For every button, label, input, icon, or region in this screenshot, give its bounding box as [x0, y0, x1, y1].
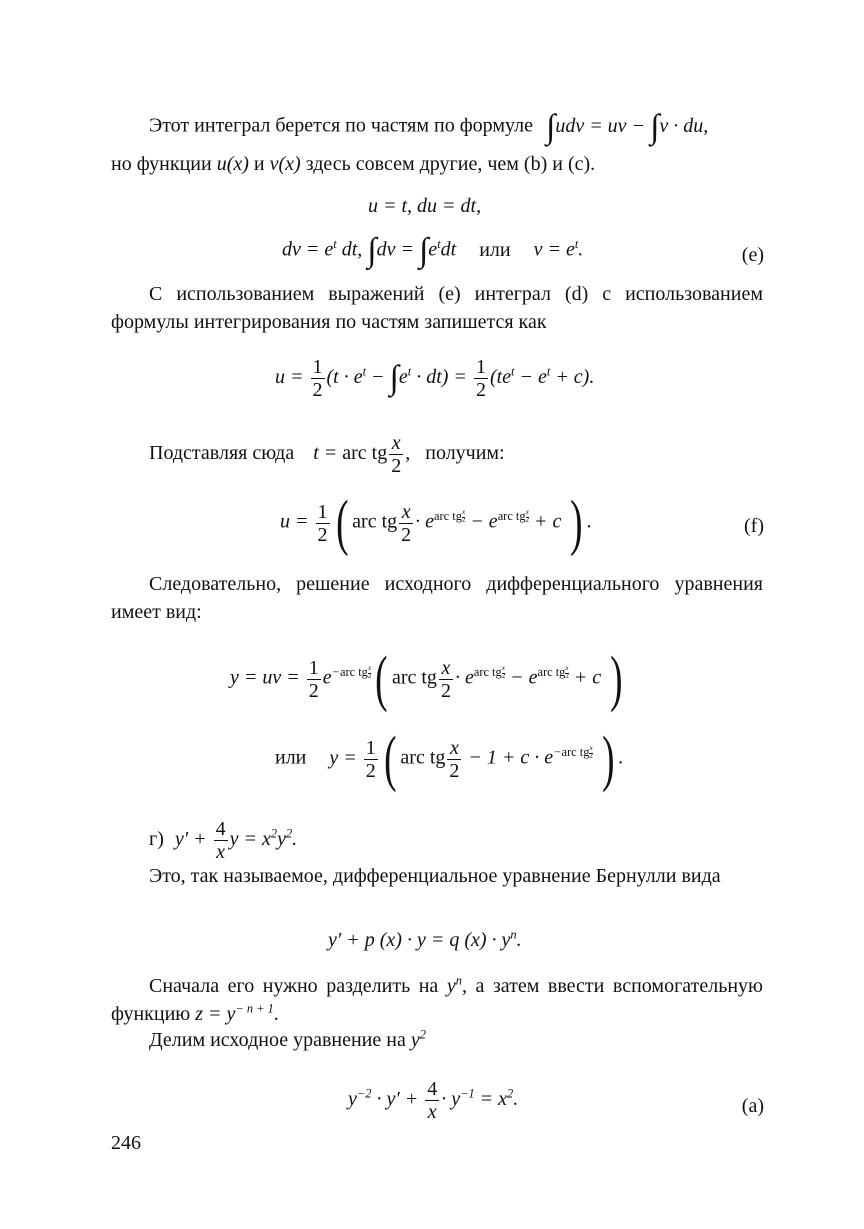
para3-after: получим:: [425, 442, 505, 465]
equation-y-uv: y = uv = $\frac{1}{2}$ $e^{-arc tg \frac{x}{2}}$ ( arc tg $\frac{x}{2}$ · $e^{arc tg \frac{x}{2}}$ − $e^{arc tg \frac{x}{2}}$ + c ): [230, 645, 623, 713]
formula-integration-by-parts: ∫udv = uv − ∫v · du,: [545, 108, 709, 145]
equation-e: dv = $e^t$ dt, $\int dv = \int e^tdt$ или $v = e^t$.: [282, 232, 584, 269]
para2: С использованием выражений (e) интеграл (d) с использованием формулы интегрирования по частям запишется как: [111, 283, 763, 333]
equation-f: u = $\frac{1}{2}$ ( arc tg $\frac{x}{2}$ · $e^{arc tg \frac{x}{2}}$ − $e^{arc tg \frac{x}{2}}$ + c ) .: [280, 489, 592, 557]
equation-y-final: или y = $\frac{1}{2}$ ( arc tg $\frac{x}{2}$ − $1 + c \cdot e^{-arc tg \frac{x}{2}}$ ) .: [275, 725, 624, 793]
item-g: г) y′ + $\frac{4}{x}$ $y = x^2y^2$.: [149, 818, 298, 863]
para4: Следовательно, решение исходного дифференциального уравнения имеет вид:: [111, 573, 763, 623]
page-number: 246: [111, 1132, 141, 1154]
equation-number-e: (e): [741, 244, 764, 266]
u-of-x: u(x): [216, 153, 249, 175]
para1-line2-b: здесь совсем другие, чем (b) и (c).: [305, 153, 596, 175]
equation-u-du: u = t, du = dt,: [368, 195, 482, 217]
equation-u-integral: u = $\frac{1}{2}$ $(t \cdot e^t - \int e^t \cdot dt)$ = $\frac{1}{2}$ $(te^t - e^t + c)$.: [275, 356, 595, 401]
para6-line3: Делим исходное уравнение на $y^2$: [149, 1027, 426, 1051]
equation-number-a: (a): [741, 1095, 764, 1117]
v-of-x: v(x): [269, 153, 301, 175]
equation-bernoulli: y′ + p (x) · y = q $(x) \cdot y^n$.: [328, 927, 522, 951]
equation-a: $y^{-2} \cdot y'$ + $\frac{4}{x}$ · $y^{-1} = x^2$.: [348, 1078, 519, 1123]
equation-number-f: (f): [744, 515, 764, 537]
or-label: или: [479, 238, 511, 261]
para1-line2-a: но функции: [111, 153, 212, 175]
para1-line2: [111, 152, 595, 176]
para1-and: и: [253, 153, 265, 175]
para6-c: Делим исходное уравнение на: [149, 1029, 406, 1051]
para1-line1: [149, 110, 708, 144]
para3-text: Подставляя сюда: [149, 442, 295, 465]
para6: Сначала его нужно разделить на $y^n$, а затем ввести вспомогательную функцию $z = y^{- n + 1}$.: [111, 973, 764, 1025]
para5: Это, так называемое, дифференциальное уравнение Бернулли вида: [149, 865, 721, 887]
or-label-2: или: [275, 746, 307, 769]
para1-text: Этот интеграл берется по частям по формуле: [149, 114, 533, 137]
bernoulli-text: y′ + p (x) · y = q (x) · y: [328, 929, 511, 951]
para6-b: , а затем ввести вспомогательную функцию: [111, 975, 764, 1025]
item-g-label: г): [149, 828, 164, 851]
para6-a: Сначала его нужно разделить на: [149, 975, 439, 997]
para3: Подставляя сюда t = arc tg $\frac{x}{2}$ , получим:: [149, 432, 505, 477]
